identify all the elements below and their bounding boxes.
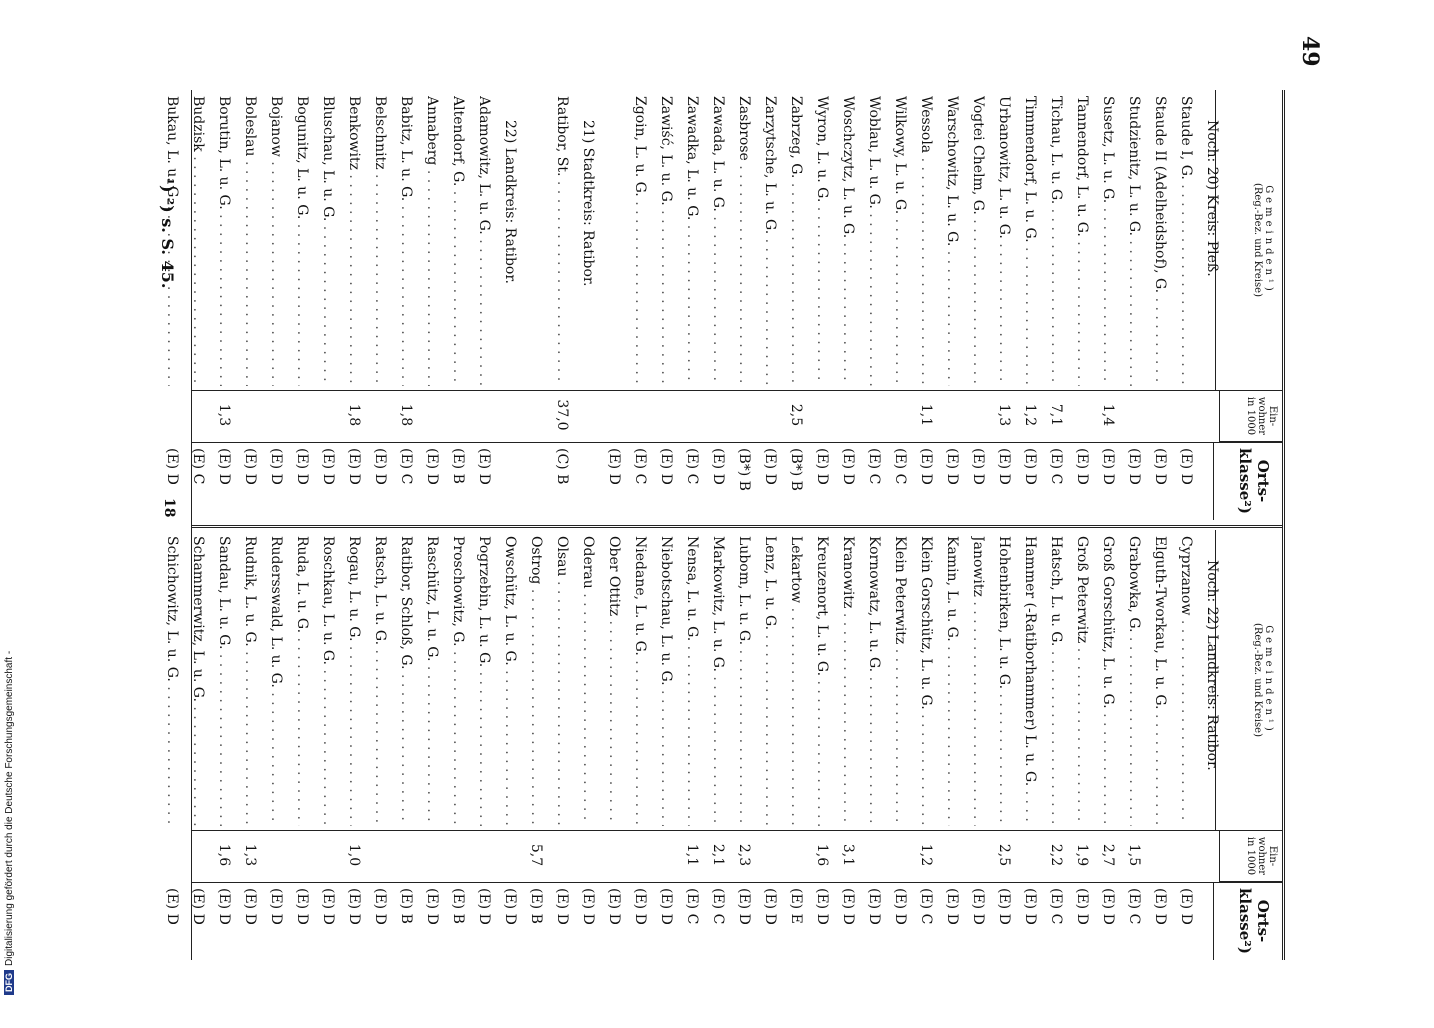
table-row xyxy=(570,530,596,960)
table-row xyxy=(1116,90,1142,520)
municipality-name: Hohenbirken, L. u. G. . . . xyxy=(996,536,1012,826)
locality-class: (E) D xyxy=(580,888,596,925)
header-inhabitants: Ein-wohner in 1000 xyxy=(1219,830,1282,882)
table-row xyxy=(882,90,908,520)
inhabitants-value: 1,8 xyxy=(346,403,362,427)
locality-class: (E) D xyxy=(294,448,310,485)
inhabitants-value: 2,2 xyxy=(1048,843,1064,867)
municipality-name: Vogtei Chelm, G. . . . xyxy=(970,96,986,386)
table-row xyxy=(258,530,284,960)
inhabitants-value: 1,2 xyxy=(918,843,934,867)
table-row xyxy=(882,530,908,960)
section-heading xyxy=(1194,530,1220,960)
municipality-name: Adamowitz, L. u. G. . . . xyxy=(476,96,492,386)
locality-class: (E) B xyxy=(450,888,466,924)
municipality-name: 21) Stadtkreis: Ratibor. xyxy=(580,120,596,287)
locality-class: (E) D xyxy=(164,448,180,485)
municipality-name: Kamin, L. u. G. . . . xyxy=(944,536,960,826)
table-row xyxy=(648,530,674,960)
municipality-name: Susetz, L. u. G. . . . xyxy=(1100,96,1116,386)
municipality-name: Klein Gorschütz, L. u. G. . . . xyxy=(918,536,934,826)
municipality-name: Grabowka, G. . . . xyxy=(1126,536,1142,826)
municipality-name: Kranowitz . . . xyxy=(840,536,856,826)
table-row xyxy=(310,90,336,520)
table-row xyxy=(596,90,622,520)
municipality-name: Zabrzeg, G. . . . xyxy=(788,96,804,386)
municipality-name: Tichau, L. u. G. . . . xyxy=(1048,96,1064,386)
locality-class: (E) D xyxy=(996,888,1012,925)
municipality-name: Cyprzanow . . . xyxy=(1178,536,1194,826)
table-row xyxy=(726,530,752,960)
municipality-name: Ostrog . . . xyxy=(528,536,544,826)
locality-class: (E) D xyxy=(242,448,258,485)
municipality-name: Lenz, L. u. G. . . . xyxy=(762,536,778,826)
locality-class: (E) D xyxy=(814,888,830,925)
column-divider xyxy=(192,525,1282,528)
locality-class: (E) D xyxy=(632,888,648,925)
table-row xyxy=(362,90,388,520)
table-row xyxy=(752,90,778,520)
table-row xyxy=(778,90,804,520)
inhabitants-value: 1,3 xyxy=(996,403,1012,427)
locality-class: (E) D xyxy=(1100,888,1116,925)
table-row xyxy=(830,530,856,960)
municipality-name: Zarzytsche, L. u. G. . . . xyxy=(762,96,778,386)
municipality-name: Schichowitz, L. u. G. . . . xyxy=(164,536,180,826)
municipality-name: Ruda, L. u. G. . . . xyxy=(294,536,310,826)
page-number: 49 xyxy=(1297,36,1323,67)
table-row xyxy=(1090,530,1116,960)
table-row xyxy=(986,90,1012,520)
locality-class: (E) D xyxy=(320,448,336,485)
table-row xyxy=(206,90,232,520)
municipality-name: Hammer (-Ratiborhammer) L. u. G. . . . xyxy=(1022,536,1038,826)
municipality-name: Niedane, L. u. G. . . . xyxy=(632,536,648,826)
municipality-name: Hatsch, L. u. G. . . . xyxy=(1048,536,1064,826)
locality-class: (E) D xyxy=(320,888,336,925)
locality-class: (E) D xyxy=(1152,888,1168,925)
municipality-name: Pogrzebin, L. u. G. . . . xyxy=(476,536,492,826)
municipality-name: Nensa, L. u. G. . . . xyxy=(684,536,700,826)
municipality-name: Elguth-Tworkau, L. u. G. . . . xyxy=(1152,536,1168,826)
locality-class: (E) D xyxy=(1126,448,1142,485)
section-heading xyxy=(1194,90,1220,520)
municipality-name: Zawadka, L. u. G. . . . xyxy=(684,96,700,386)
table-row xyxy=(466,530,492,960)
municipality-name: Ratsch, L. u. G. . . . xyxy=(372,536,388,826)
table-row xyxy=(154,530,180,960)
locality-class: (E) D xyxy=(606,448,622,485)
table-row xyxy=(544,90,570,520)
locality-class: (E) B xyxy=(450,448,466,484)
table-row xyxy=(466,90,492,520)
municipality-name: Ratibor, St. . . . xyxy=(554,96,570,386)
locality-class: (E) D xyxy=(996,448,1012,485)
municipality-name: Noch: 20) Kreis: Pleß. xyxy=(1204,120,1220,277)
locality-class: (E) D xyxy=(762,888,778,925)
locality-class: (E) D xyxy=(944,448,960,485)
municipality-name: Oderau . . . xyxy=(580,536,596,826)
municipality-name: Bogunitz, L. u. G. . . . xyxy=(294,96,310,386)
municipality-name: Studzienitz, L. u. G. . . . xyxy=(1126,96,1142,386)
locality-class: (E) B xyxy=(528,888,544,924)
table-row xyxy=(414,90,440,520)
locality-class: (E) C xyxy=(892,448,908,485)
municipality-name: Groß Gorschütz, L. u. G. . . . xyxy=(1100,536,1116,826)
municipality-name: Budzisk . . . xyxy=(190,96,206,386)
table-row xyxy=(1116,530,1142,960)
locality-class: (E) D xyxy=(346,888,362,925)
funding-text: Digitalisierung gefördert durch die Deutsche Forschungsgemeinschaft - xyxy=(4,650,15,966)
inhabitants-value: 1,8 xyxy=(398,403,414,427)
table-row xyxy=(622,530,648,960)
municipality-name: Olsau . . . xyxy=(554,536,570,826)
municipality-name: Groß Peterwitz . . . xyxy=(1074,536,1090,826)
locality-class: (C) B xyxy=(554,448,570,485)
inhabitants-value: 2,3 xyxy=(736,843,752,867)
municipality-name: Bojanow . . . xyxy=(268,96,284,386)
locality-class: (E) D xyxy=(736,888,752,925)
municipality-name: 22) Landkreis: Ratibor. xyxy=(502,120,518,284)
table-row xyxy=(414,530,440,960)
municipality-name: Timmendorf, L. u. G. . . . xyxy=(1022,96,1038,386)
locality-class: (E) D xyxy=(840,888,856,925)
locality-class: (E) C xyxy=(866,448,882,485)
locality-class: (E) D xyxy=(918,448,934,485)
inhabitants-value: 5,7 xyxy=(528,843,544,867)
table-row xyxy=(388,530,414,960)
inhabitants-value: 2,1 xyxy=(710,843,726,867)
municipality-name: Belschnitz . . . xyxy=(372,96,388,386)
municipality-name: Wilkowy, L. u. G. . . . xyxy=(892,96,908,386)
municipality-name: Schammerwitz, L. u. G. . . . xyxy=(190,536,206,826)
table-row xyxy=(726,90,752,520)
locality-class: (E) D xyxy=(814,448,830,485)
table-row xyxy=(752,530,778,960)
municipality-name: Owschütz, L. u. G. . . . xyxy=(502,536,518,826)
municipality-name: Wyron, L. u. G. . . . xyxy=(814,96,830,386)
header-class: Orts-klasse²) xyxy=(1213,442,1282,520)
inhabitants-value: 1,2 xyxy=(1022,403,1038,427)
table-row xyxy=(310,530,336,960)
table-row xyxy=(1168,90,1194,520)
locality-class: (E) D xyxy=(424,888,440,925)
locality-class: (E) D xyxy=(658,888,674,925)
inhabitants-value: 2,7 xyxy=(1100,843,1116,867)
locality-class: (E) D xyxy=(710,448,726,485)
table-row xyxy=(804,90,830,520)
table-row xyxy=(1038,530,1064,960)
rows-right xyxy=(154,530,1220,960)
header-name: Gemeinden¹) (Reg.-Bez. und Kreise) xyxy=(1215,530,1282,830)
municipality-name: Lekartow . . . xyxy=(788,536,804,826)
table-row xyxy=(908,90,934,520)
municipality-name: Noch: 22) Landkreis: Ratibor. xyxy=(1204,560,1220,771)
locality-class: (E) D xyxy=(554,888,570,925)
table-row xyxy=(154,90,180,520)
signature-mark: 18 xyxy=(161,498,177,518)
municipality-name: Staude I, G. . . . xyxy=(1178,96,1194,386)
municipality-name: Wessola . . . xyxy=(918,96,934,386)
table-row xyxy=(674,90,700,520)
locality-class: (E) C xyxy=(1126,888,1142,925)
table-row xyxy=(830,90,856,520)
table-row xyxy=(388,90,414,520)
header-inhabitants: Ein-wohner in 1000 xyxy=(1219,390,1282,442)
table-row xyxy=(856,530,882,960)
document-page xyxy=(137,28,1327,1028)
municipality-name: Klein Peterwitz . . . xyxy=(892,536,908,826)
municipality-name: Rudersswald, L. u. G. . . . xyxy=(268,536,284,826)
table-row xyxy=(1168,530,1194,960)
municipality-name: Proschowitz, G. . . . xyxy=(450,536,466,826)
municipality-name: Urbanowitz, L. u. G. . . . xyxy=(996,96,1012,386)
locality-class: (E) C xyxy=(918,888,934,925)
locality-class: (E) D xyxy=(970,888,986,925)
locality-class: (E) B xyxy=(398,888,414,924)
locality-class: (E) D xyxy=(1022,448,1038,485)
table-row xyxy=(1064,530,1090,960)
inhabitants-value: 7,1 xyxy=(1048,403,1064,427)
table-row xyxy=(908,530,934,960)
locality-class: (E) D xyxy=(1074,448,1090,485)
locality-class: (E) D xyxy=(1178,888,1194,925)
table-right-half xyxy=(164,530,1282,960)
table-row xyxy=(596,530,622,960)
municipality-name: Staude II (Adelheidshof), G. . . . xyxy=(1152,96,1168,386)
locality-class: (E) D xyxy=(840,448,856,485)
table-row xyxy=(232,90,258,520)
locality-class: (E) C xyxy=(632,448,648,485)
municipality-name: Zgoin, L. u. G. . . . xyxy=(632,96,648,386)
table-row xyxy=(336,90,362,520)
locality-class: (E) C xyxy=(398,448,414,485)
table-row xyxy=(518,90,544,520)
inhabitants-value: 2,5 xyxy=(996,843,1012,867)
table-row xyxy=(258,90,284,520)
table-row xyxy=(180,90,206,520)
locality-class: (E) D xyxy=(762,448,778,485)
locality-class: (E) C xyxy=(684,448,700,485)
municipality-name: Tannendorf, L. u. G. . . . xyxy=(1074,96,1090,386)
inhabitants-value: 37,0 xyxy=(554,399,570,431)
table-row xyxy=(1142,530,1168,960)
municipality-name: Babitz, L. u. G. . . . xyxy=(398,96,414,386)
locality-class: (E) D xyxy=(372,888,388,925)
footnote-ref: ¹) ²) s. S. 45. xyxy=(158,178,177,289)
municipality-name: Bluschau, L. u. G. . . . xyxy=(320,96,336,386)
table-row xyxy=(232,530,258,960)
municipality-name: Markowitz, L. u. G. . . . xyxy=(710,536,726,826)
table-row xyxy=(960,90,986,520)
table-row xyxy=(1090,90,1116,520)
locality-class: (E) D xyxy=(216,448,232,485)
municipality-name: Warschowitz, L. u. G. . . . xyxy=(944,96,960,386)
inhabitants-value: 1,3 xyxy=(216,403,232,427)
municipality-name: Bukau, L. u. G. . . . xyxy=(164,96,180,386)
table-row xyxy=(284,530,310,960)
municipality-name: Roschkau, L. u. G. . . . xyxy=(320,536,336,826)
inhabitants-value: 1,3 xyxy=(242,843,258,867)
table-row xyxy=(362,530,388,960)
municipality-name: Lubom, L. u. G. . . . xyxy=(736,536,752,826)
municipality-name: Benkowitz . . . xyxy=(346,96,362,386)
inhabitants-value: 1,6 xyxy=(216,843,232,867)
municipality-name: Borutin, L. u. G. . . . xyxy=(216,96,232,386)
locality-class: (E) D xyxy=(970,448,986,485)
locality-class: (E) D xyxy=(476,448,492,485)
table-row xyxy=(960,530,986,960)
locality-class: (E) C xyxy=(710,888,726,925)
municipality-name: Zawiść, L. u. G. . . . xyxy=(658,96,674,386)
inhabitants-value: 1,4 xyxy=(1100,403,1116,427)
table-row xyxy=(336,530,362,960)
table-row xyxy=(492,530,518,960)
locality-class: (E) D xyxy=(892,888,908,925)
municipality-name: Rogau, L. u. G. . . . xyxy=(346,536,362,826)
municipality-name: Woschczytz, L. u. G. . . . xyxy=(840,96,856,386)
inhabitants-value: 2,5 xyxy=(788,403,804,427)
inhabitants-value: 1,0 xyxy=(346,843,362,867)
dfg-logo: DFG xyxy=(4,970,14,995)
municipality-name: Rudnik, L. u. G. . . . xyxy=(242,536,258,826)
municipality-name: Janowitz . . . xyxy=(970,536,986,826)
table-row xyxy=(284,90,310,520)
locality-class: (E) D xyxy=(372,448,388,485)
locality-class: (E) C xyxy=(190,448,206,485)
locality-class: (E) C xyxy=(1048,448,1064,485)
municipality-name: Annaberg . . . xyxy=(424,96,440,386)
locality-class: (E) D xyxy=(242,888,258,925)
inhabitants-value: 3,1 xyxy=(840,843,856,867)
table-row xyxy=(544,530,570,960)
municipality-name: Zawada, L. u. G. . . . xyxy=(710,96,726,386)
municipality-name: Kornowatz, L. u. G. . . . xyxy=(866,536,882,826)
table-row xyxy=(700,90,726,520)
inhabitants-value: 1,1 xyxy=(684,843,700,867)
municipality-name: Niebotschau, L. u. G. . . . xyxy=(658,536,674,826)
section-heading xyxy=(492,90,518,520)
locality-class: (E) D xyxy=(476,888,492,925)
locality-class: (E) D xyxy=(866,888,882,925)
locality-class: (B*) B xyxy=(736,448,752,491)
table-row xyxy=(206,530,232,960)
locality-class: (E) D xyxy=(294,888,310,925)
header-class: Orts-klasse²) xyxy=(1213,882,1282,960)
table-row xyxy=(804,530,830,960)
locality-class: (E) C xyxy=(684,888,700,925)
municipality-name: Ober Ottitz . . . xyxy=(606,536,622,826)
table-row xyxy=(934,530,960,960)
locality-class: (E) D xyxy=(164,888,180,925)
table-row xyxy=(622,90,648,520)
inhabitants-value: 1,1 xyxy=(918,403,934,427)
locality-class: (E) D xyxy=(216,888,232,925)
table-row xyxy=(1012,90,1038,520)
locality-class: (E) D xyxy=(268,888,284,925)
locality-class: (E) D xyxy=(658,448,674,485)
municipality-name: Sandau, L. u. G. . . . xyxy=(216,536,232,826)
table-row xyxy=(518,530,544,960)
locality-class: (E) E xyxy=(788,888,804,924)
funding-note xyxy=(4,0,24,1000)
table-row xyxy=(648,90,674,520)
table-row xyxy=(856,90,882,520)
locality-class: (E) D xyxy=(1100,448,1116,485)
locality-class: (E) D xyxy=(346,448,362,485)
municipality-name: Raschütz, L. u. G. . . . xyxy=(424,536,440,826)
table-row xyxy=(1142,90,1168,520)
rows-left xyxy=(154,90,1220,520)
header-name: Gemeinden¹) (Reg.-Bez. und Kreise) xyxy=(1215,90,1282,390)
inhabitants-value: 1,9 xyxy=(1074,843,1090,867)
municipality-name: Kreuzenort, L. u. G. . . . xyxy=(814,536,830,826)
table-row xyxy=(1038,90,1064,520)
locality-class: (E) D xyxy=(502,888,518,925)
section-heading xyxy=(570,90,596,520)
table-row xyxy=(674,530,700,960)
municipality-name: Woblau, L. u. G. . . . xyxy=(866,96,882,386)
municipality-name: Altendorf, G. . . . xyxy=(450,96,466,386)
table-row xyxy=(1064,90,1090,520)
locality-class: (E) D xyxy=(606,888,622,925)
municipality-name: Boleslau . . . xyxy=(242,96,258,386)
table-row xyxy=(934,90,960,520)
locality-class: (E) D xyxy=(190,888,206,925)
table-row xyxy=(778,530,804,960)
table-row xyxy=(700,530,726,960)
municipality-name: Ratibor, Schloß, G. . . . xyxy=(398,536,414,826)
locality-class: (E) C xyxy=(1048,888,1064,925)
table-row xyxy=(180,530,206,960)
inhabitants-value: 1,6 xyxy=(814,843,830,867)
locality-class: (B*) B xyxy=(788,448,804,491)
municipality-name: Zasbrose . . . xyxy=(736,96,752,386)
table-row xyxy=(440,530,466,960)
locality-class: (E) D xyxy=(944,888,960,925)
table-row xyxy=(440,90,466,520)
table-row xyxy=(1012,530,1038,960)
locality-class: (E) D xyxy=(1152,448,1168,485)
inhabitants-value: 1,5 xyxy=(1126,843,1142,867)
locality-class: (E) D xyxy=(1022,888,1038,925)
locality-class: (E) D xyxy=(1178,448,1194,485)
table-row xyxy=(986,530,1012,960)
locality-class: (E) D xyxy=(424,448,440,485)
locality-class: (E) D xyxy=(1074,888,1090,925)
locality-class: (E) D xyxy=(268,448,284,485)
